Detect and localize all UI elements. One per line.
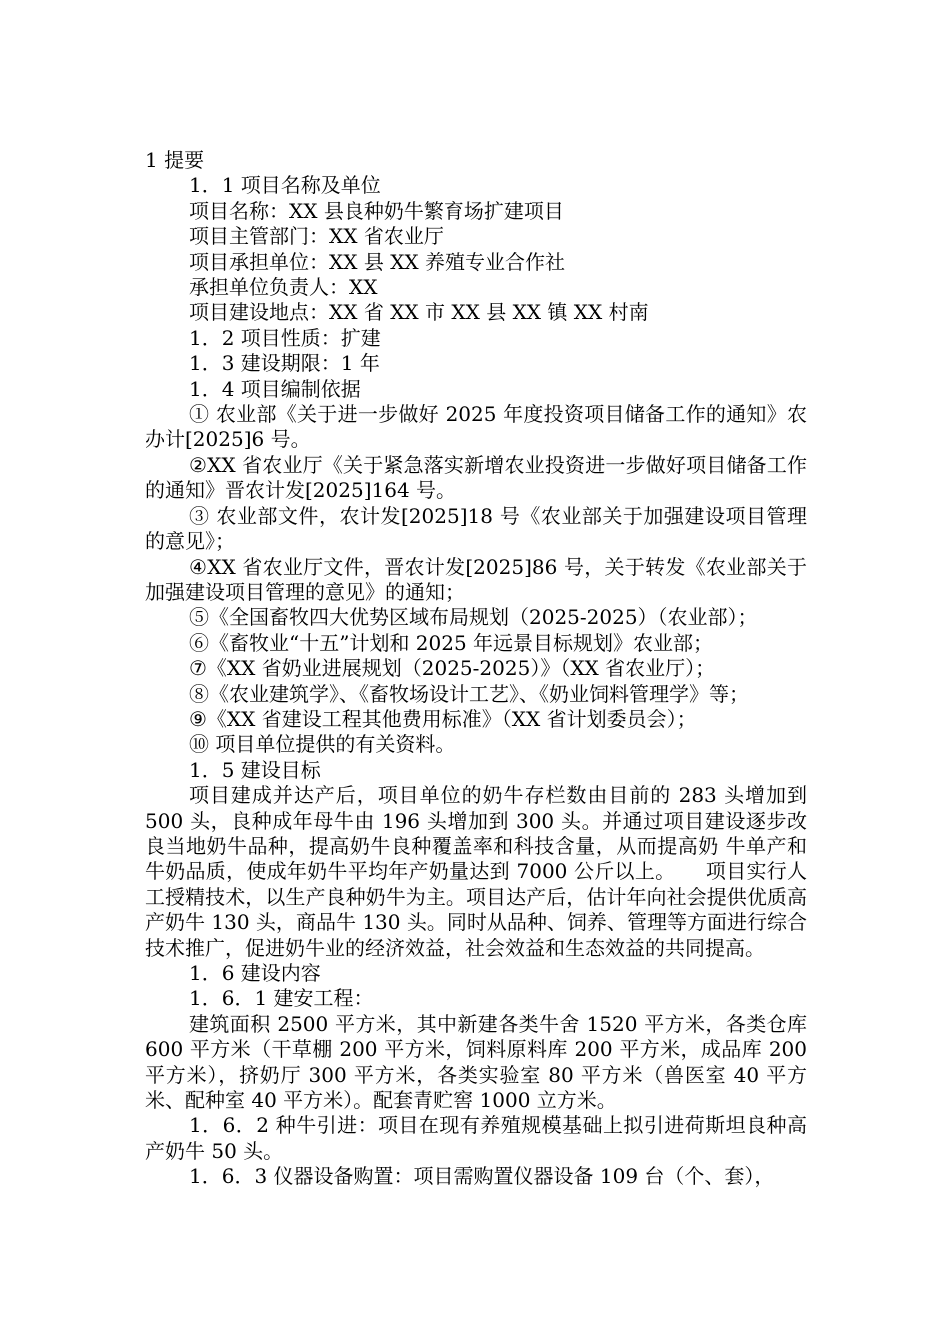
project-location: 项目建设地点：XX 省 XX 市 XX 县 XX 镇 XX 村南	[189, 300, 649, 325]
equipment-paragraph: 1．6．3 仪器设备购置：项目需购置仪器设备 109 台（个、套），	[189, 1164, 775, 1189]
basis-item: ⑧《农业建筑学》、《畜牧场设计工艺》、《奶业饲料管理学》等；	[189, 681, 749, 706]
basis-item: ②XX 省农业厅《关于紧急落实新增农业投资进一步做好项目储备工作的通知》晋农计发[2025]164 号。	[145, 452, 807, 503]
subsection-heading: 1．3 建设期限：1 年	[189, 351, 380, 376]
basis-item: ③ 农业部文件，农计发[2025]18 号《农业部关于加强建设项目管理的意见》；	[145, 503, 807, 554]
basis-item: ⑦《XX 省奶业进展规划（2025-2025）》（XX 省农业厅）；	[189, 656, 716, 681]
project-unit: 项目承担单位：XX 县 XX 养殖专业合作社	[189, 249, 566, 274]
subsection-heading: 1．2 项目性质：扩建	[189, 325, 381, 350]
basis-item: ⑥《畜牧业“十五”计划和 2025 年远景目标规划》农业部；	[189, 630, 714, 655]
basis-item: ⑨《XX 省建设工程其他费用标准》（XX 省计划委员会）；	[189, 706, 697, 731]
subsection-heading: 1．6 建设内容	[189, 961, 321, 985]
goal-paragraph: 项目建成并达产后，项目单位的奶牛存栏数由目前的 283 头增加到 500 头，良种成年母牛由 196 头增加到 300 头。并通过项目建设逐步改良当地奶牛品种，提高奶牛良种覆盖率和科技含量，从而提高奶 牛单产和牛奶品质，使成年奶牛平均年产奶量达到 7000 公斤以上。 项目实行人工授精技术，以生产良种奶牛为主。项目达产后，估计年向社会提供优质高产奶牛 130 头，商品牛 130 头。同时从品种、饲养、管理等方面进行综合技术推广，促进奶牛业的经济效益，社会效益和生态效益的共同提高。	[145, 783, 807, 960]
project-name: 项目名称：XX 县良种奶牛繁育场扩建项目	[189, 198, 564, 223]
construction-paragraph: 建筑面积 2500 平方米，其中新建各类牛舍 1520 平方米，各类仓库 600 平方米（干草棚 200 平方米，饲料原料库 200 平方米，成品库 200 平方米），挤奶厅 300 平方米，各类实验室 80 平方米（兽医室 40 平方米、配种室 40 平方米）。配套青贮窖 1000 立方米。	[145, 1011, 807, 1113]
subsection-heading: 1．5 建设目标	[189, 757, 321, 782]
basis-item: ④XX 省农业厅文件，晋农计发[2025]86 号，关于转发《农业部关于加强建设项目管理的意见》的通知；	[145, 554, 807, 604]
subsection-heading: 1．6．1 建安工程：	[189, 986, 374, 1011]
project-dept: 项目主管部门：XX 省农业厅	[189, 224, 444, 249]
document-body	[145, 148, 807, 1190]
subsection-heading: 1．4 项目编制依据	[189, 376, 361, 401]
breeding-paragraph: 1．6．2 种牛引进：项目在现有养殖规模基础上拟引进荷斯坦良种高产奶牛 50 头。	[145, 1113, 807, 1163]
section-heading: 1 提要	[145, 148, 205, 172]
subsection-heading: 1．1 项目名称及单位	[189, 173, 381, 198]
basis-item: ⑤《全国畜牧四大优势区域布局规划（2025-2025）（农业部）；	[189, 605, 758, 630]
basis-item: ① 农业部《关于进一步做好 2025 年度投资项目储备工作的通知》农办计[2025]6 号。	[145, 402, 807, 452]
basis-item: ⑩ 项目单位提供的有关资料。	[189, 732, 456, 757]
project-leader: 承担单位负责人：XX	[189, 275, 378, 300]
